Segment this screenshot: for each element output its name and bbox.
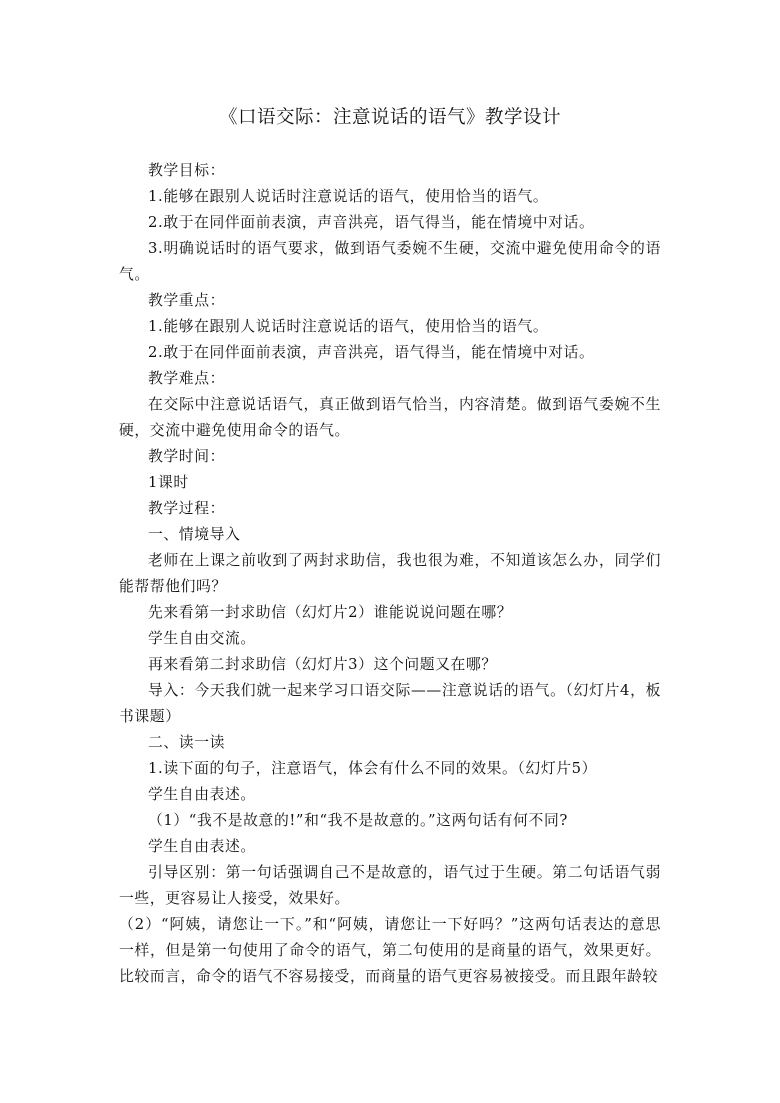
paragraph: 1.读下面的句子，注意语气，体会有什么不同的效果。（幻灯片5） [148, 760, 598, 777]
paragraph: 1.能够在跟别人说话时注意说话的语气，使用恰当的语气。 [148, 188, 549, 205]
paragraph: 一、情境导入 [148, 526, 241, 543]
paragraph: （2）“阿姨，请您让一下。”和“阿姨，请您让一下好吗？”这两句话表达的意思一样，但是第一句使用了命令的语气，第二句使用的是商量的语气，效果更好。比较而言，命令的语气不容易接受，而商量的语气更容易被接受。而且跟年龄较 [119, 916, 661, 985]
document-body [119, 158, 661, 990]
paragraph: 在交际中注意说话语气，真正做到语气恰当，内容清楚。做到语气委婉不生硬，交流中避免使用命令的语气。 [119, 396, 661, 439]
paragraph: 1.能够在跟别人说话时注意说话的语气，使用恰当的语气。 [148, 318, 549, 335]
paragraph: 老师在上课之前收到了两封求助信，我也很为难，不知道该怎么办，同学们能帮帮他们吗？ [119, 552, 661, 595]
paragraph: 二、读一读 [148, 734, 225, 751]
paragraph: 导入：今天我们就一起来学习口语交际——注意说话的语气。（幻灯片4，板书课题） [119, 682, 661, 725]
paragraph: 学生自由交流。 [148, 630, 256, 647]
paragraph: 引导区别：第一句话强调自己不是故意的，语气过于生硬。第二句话语气弱一些，更容易让人接受，效果好。 [119, 864, 661, 907]
paragraph: 教学难点： [148, 370, 225, 387]
paragraph: 2.敢于在同伴面前表演，声音洪亮，语气得当，能在情境中对话。 [148, 214, 595, 231]
paragraph: 先来看第一封求助信（幻灯片2）谁能说说问题在哪？ [148, 604, 513, 621]
paragraph: 学生自由表述。 [148, 838, 256, 855]
paragraph: 教学过程： [148, 500, 225, 517]
paragraph: 再来看第二封求助信（幻灯片3）这个问题又在哪？ [148, 656, 497, 673]
paragraph: 3.明确说话时的语气要求，做到语气委婉不生硬，交流中避免使用命令的语气。 [119, 240, 661, 283]
paragraph: （1）“我不是故意的!”和“我不是故意的。”这两句话有何不同? [148, 812, 568, 829]
paragraph: 学生自由表述。 [148, 786, 256, 803]
paragraph: 2.敢于在同伴面前表演，声音洪亮，语气得当，能在情境中对话。 [148, 344, 595, 361]
paragraph: 教学重点： [148, 292, 225, 309]
document-title: 《口语交际：注意说话的语气》教学设计 [218, 107, 561, 128]
paragraph: 1课时 [148, 474, 189, 491]
paragraph: 教学时间： [148, 448, 225, 465]
paragraph: 教学目标： [148, 162, 225, 179]
